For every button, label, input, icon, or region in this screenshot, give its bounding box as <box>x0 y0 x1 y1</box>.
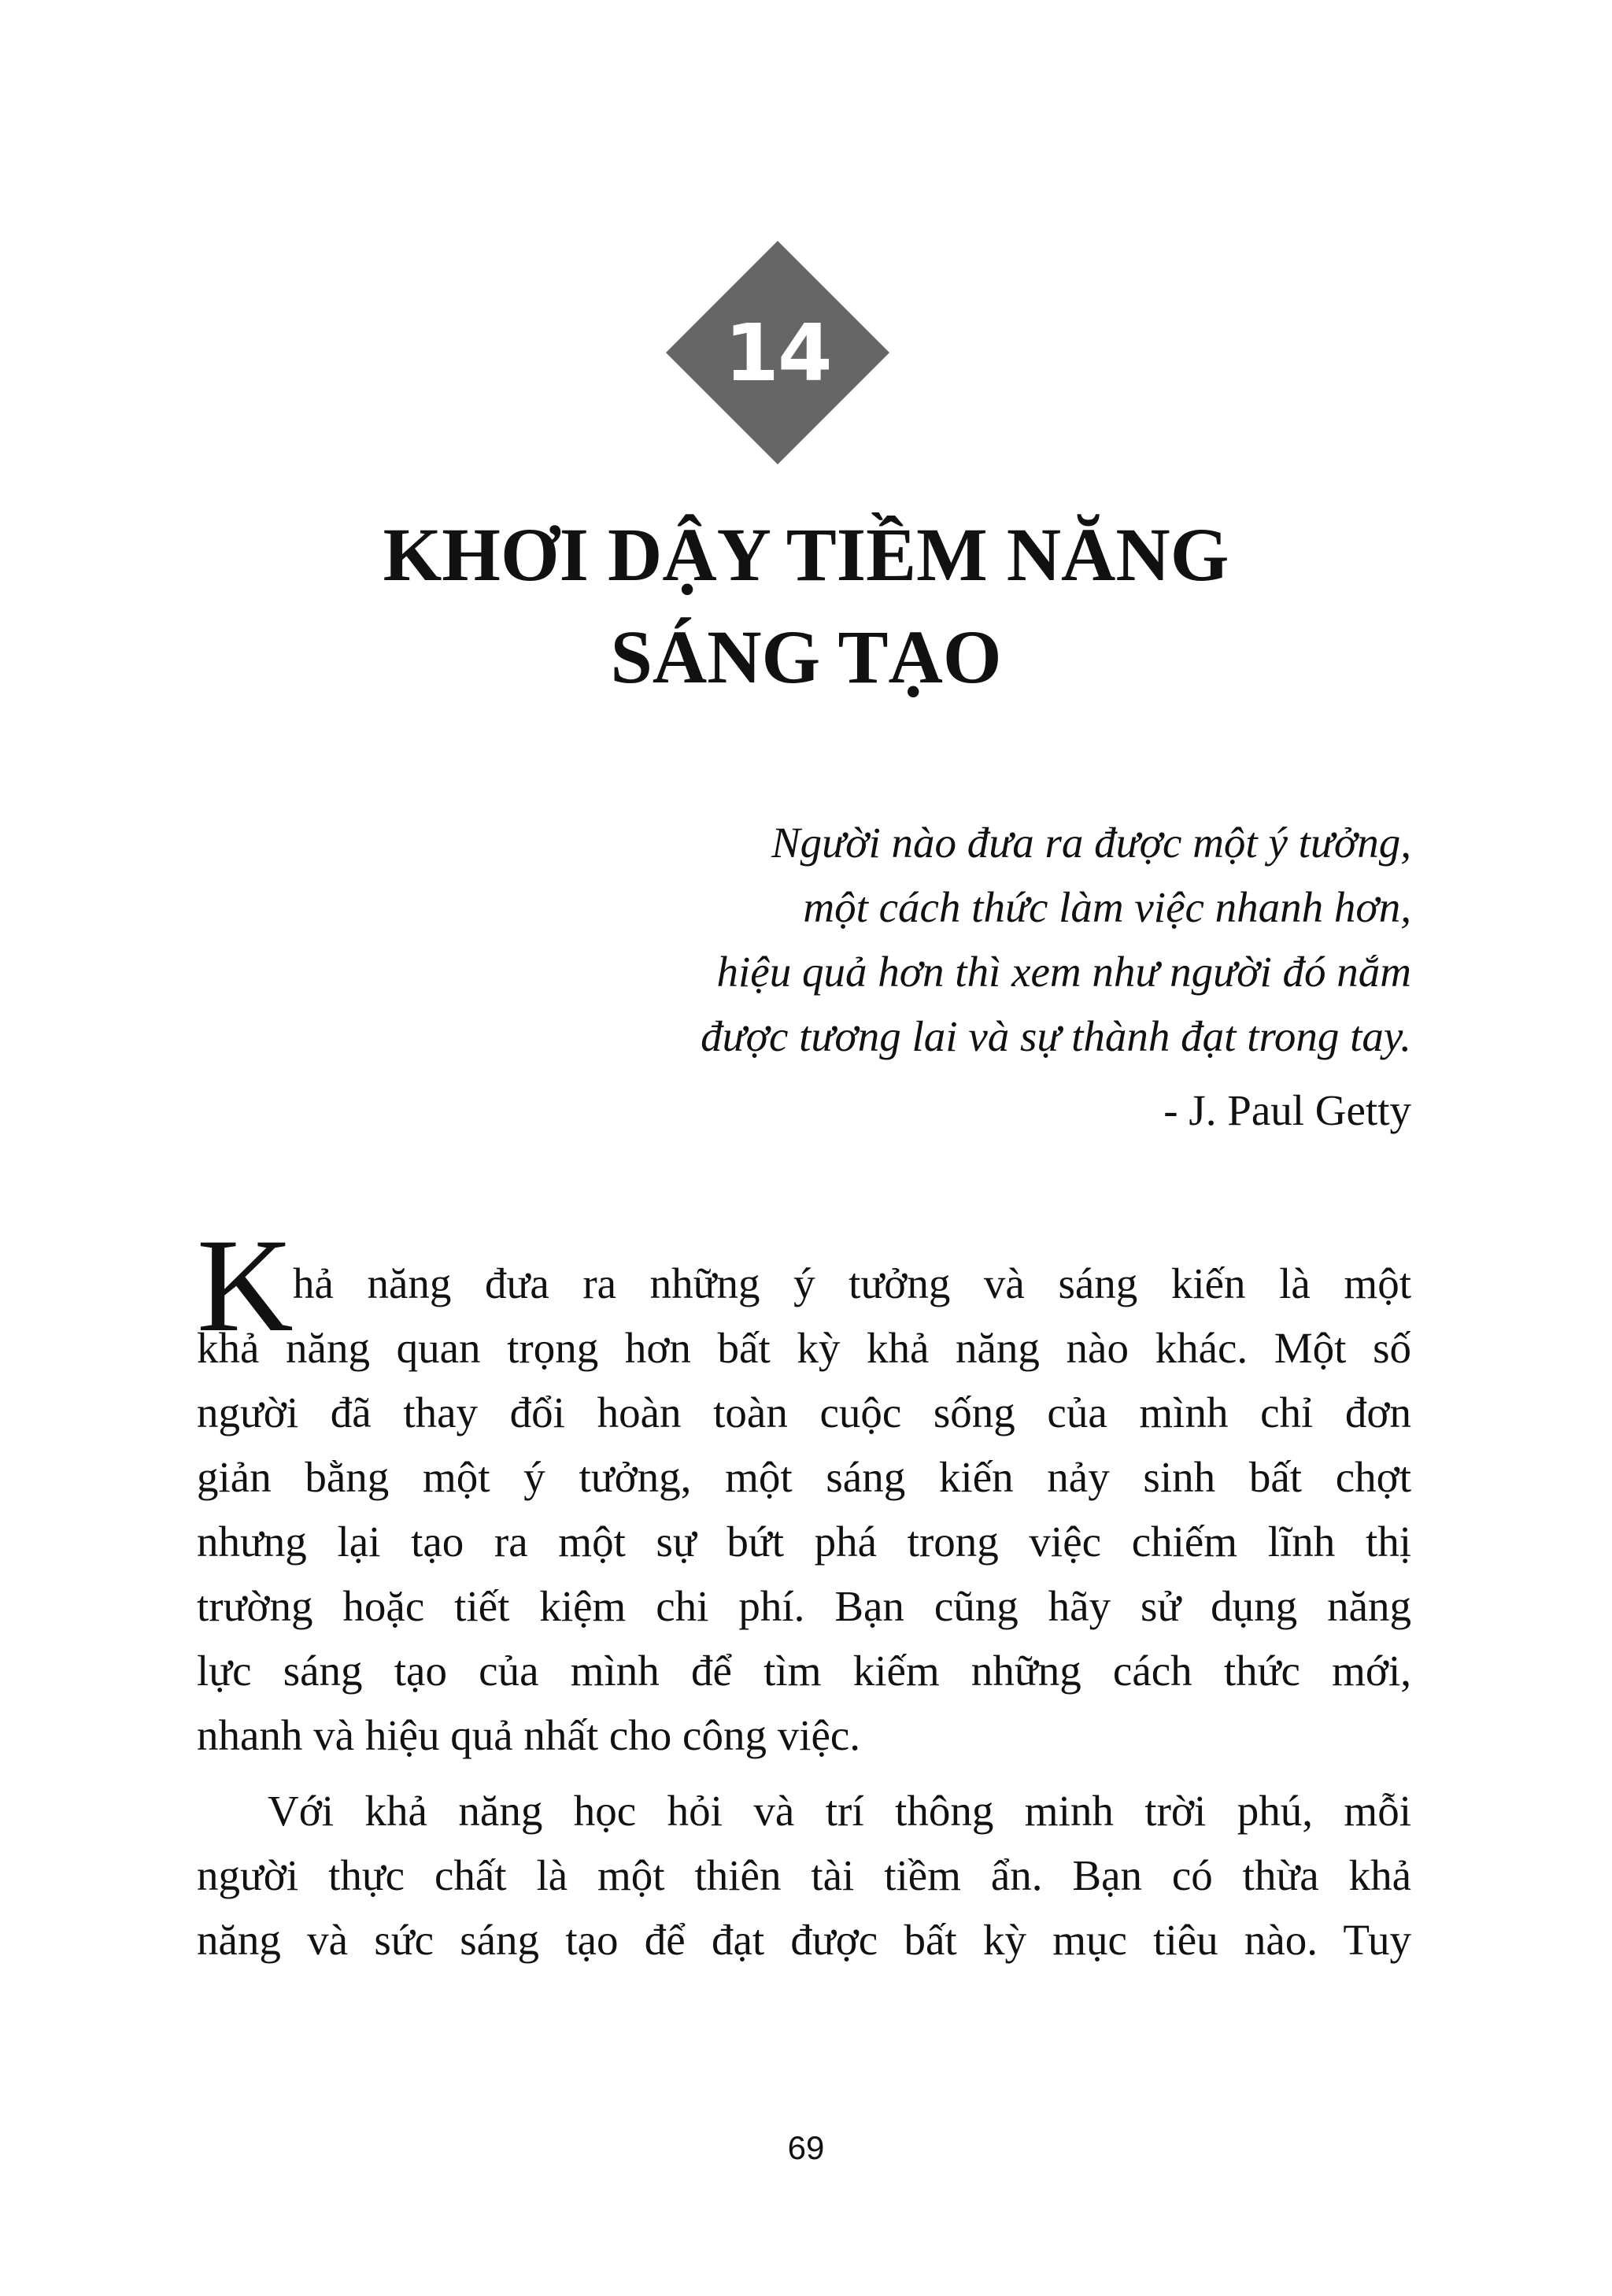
drop-cap: K <box>197 1211 294 1359</box>
epigraph-line: hiệu quả hơn thì xem như người đó nắm <box>716 948 1411 996</box>
chapter-number: 14 <box>724 306 831 399</box>
chapter-number-badge <box>666 241 889 464</box>
chapter-title-line-2: SÁNG TẠO <box>610 615 1002 699</box>
paragraph-line: nhưng lại tạo ra một sự bứt phá trong việc chiếm lĩnh thị <box>197 1518 1411 1566</box>
epigraph <box>472 811 1411 1143</box>
paragraph-line: năng và sức sáng tạo để đạt được bất kỳ mục tiêu nào. Tuy <box>197 1916 1411 1964</box>
chapter-title-line-1: KHƠI DẬY TIỀM NĂNG <box>383 512 1229 597</box>
paragraph-line: lực sáng tạo của mình để tìm kiếm những cách thức mới, <box>197 1647 1411 1695</box>
paragraph-line: giản bằng một ý tưởng, một sáng kiến nảy sinh bất chợt <box>197 1453 1411 1501</box>
paragraph-line: Với khả năng học hỏi và trí thông minh trời phú, mỗi <box>268 1787 1411 1835</box>
paragraph-line: nhanh và hiệu quả nhất cho công việc. <box>197 1711 861 1759</box>
epigraph-author: - J. Paul Getty <box>1163 1086 1411 1134</box>
paragraph-2 <box>197 1779 1411 1972</box>
paragraph-line: người thực chất là một thiên tài tiềm ẩn. Bạn có thừa khả <box>197 1851 1411 1899</box>
paragraph-line: người đã thay đổi hoàn toàn cuộc sống của mình chỉ đơn <box>197 1388 1411 1436</box>
chapter-title <box>157 504 1455 708</box>
paragraph-1 <box>197 1211 1411 1768</box>
paragraph-line: trường hoặc tiết kiệm chi phí. Bạn cũng hãy sử dụng năng <box>197 1582 1411 1630</box>
paragraph-line: khả năng quan trọng hơn bất kỳ khả năng nào khác. Một số <box>197 1324 1411 1372</box>
epigraph-line: Người nào đưa ra được một ý tưởng, <box>771 819 1411 867</box>
paragraph-spacer <box>197 1768 1411 1779</box>
epigraph-line: được tương lai và sự thành đạt trong tay. <box>701 1012 1411 1060</box>
body-text <box>197 1211 1411 1972</box>
page-number: 69 <box>787 2129 825 2166</box>
epigraph-line: một cách thức làm việc nhanh hơn, <box>803 883 1411 931</box>
paragraph-line: hả năng đưa ra những ý tưởng và sáng kiến là một <box>293 1259 1411 1307</box>
